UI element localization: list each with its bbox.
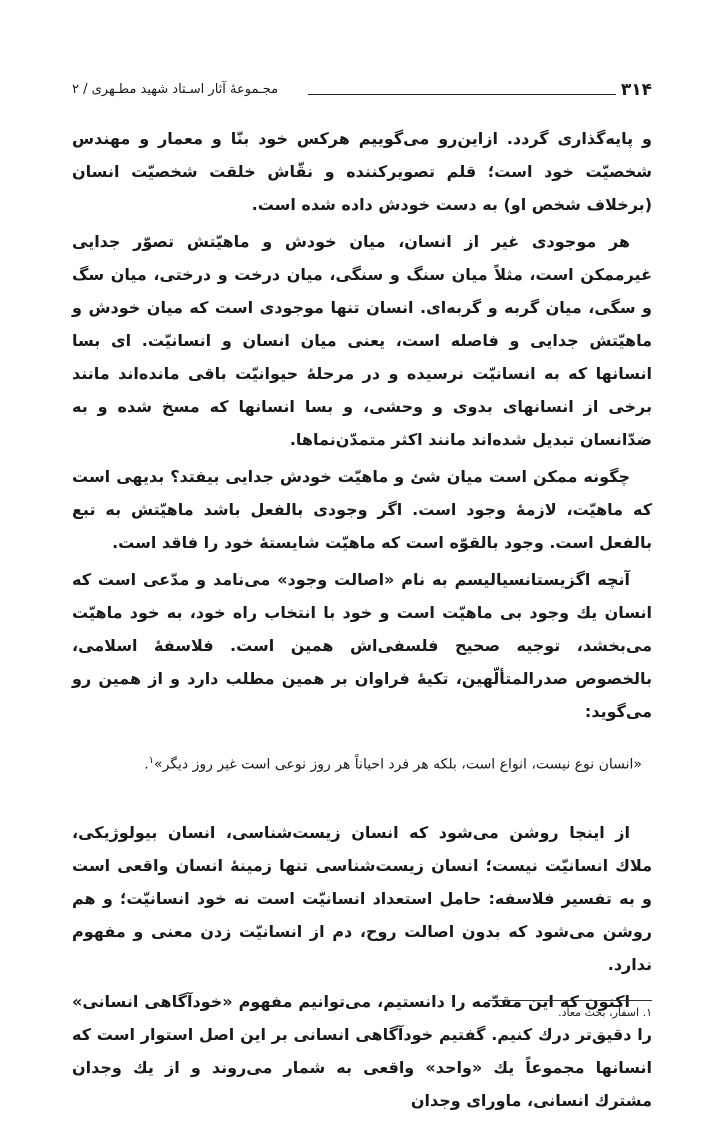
paragraph: آنچه اگزیستانسیالیسم به نام «اصالت وجود» می‌نامد و مدّعی است که انسان یك وجود بی ماهیّت است و خود با انتخاب راه خود، به خود ماهیّت می‌بخشد، توجیه صحیح فلسفی‌اش همین است. فلاسفهٔ اسلامی، بالخصوص صدرالمتألّهین، تکیهٔ فراوان بر همین مطلب دارد و از همین رو می‌گوید: [72, 570, 652, 721]
paragraph: اکنون که این مقدّمه را دانستیم، می‌توانیم مفهوم «خودآگاهی انسانی» را دقیق‌تر درك کنیم. گفتیم خودآگاهی انسانی بر این اصل استوار است که انسانها مجموعاً یك «واحد» واقعی به شمار می‌روند و از یك وجدان مشترك انسانی، ماورای وجدان [72, 991, 652, 1110]
page-number: ۳۱۴ [620, 80, 652, 100]
quote-end: . [144, 756, 149, 773]
header-rule [308, 94, 616, 95]
footnote-rule [488, 1000, 652, 1001]
main-text [72, 122, 652, 1121]
running-title: مجـموعهٔ آثار اسـتاد شهید مطـهری / ۲ [72, 82, 279, 97]
page-header [72, 80, 652, 104]
paragraph: هر موجودی غیر از انسان، میان خودش و ماهیّتش تصوّر جدایی غیرممکن است، مثلاً میان سنگ و سنگی، میان درخت و درختی، میان سگ و سگی، میان گربه و گربه‌ای. انسان تنها موجودی است که میان خودش و ماهیّتش جدایی و فاصله است، یعنی میان انسان و انسانیّت. ای بسا انسانها که به انسانیّت نرسیده و در مرحلهٔ حیوانیّت باقی مانده‌اند مانند برخی از انسانهای بدوی و وحشی، و بسا انسانها که مسخ شده و به ضدّانسان تبدیل شده‌اند مانند اکثر متمدّن‌نماها. [72, 232, 652, 449]
paragraph: چگونه ممکن است میان شئ و ماهیّت خودش جدایی بیفتد؟ بدیهی است که ماهیّت، لازمهٔ وجود است. اگر وجودی بالفعل باشد ماهیّتش به تبع بالفعل است. وجود بالقوّه است که ماهیّت شایستهٔ خود را فاقد است. [72, 467, 652, 552]
footnote-marker: ۱ [148, 755, 155, 766]
paragraph: از اینجا روشن می‌شود که انسان زیست‌شناسی، انسان بیولوژیکی، ملاك انسانیّت نیست؛ انسان زیست‌شناسی تنها زمینهٔ انسان واقعی است و به تفسیر فلاسفه: حامل استعداد انسانیّت است نه خود انسانیّت؛ و هم روشن می‌شود که بدون اصالت روح، دم از انسانیّت زدن معنی و مفهوم ندارد. [72, 822, 652, 974]
paragraph: و پایه‌گذاری گردد. ازاین‌رو می‌گوییم هرکس خود بنّا و معمار و مهندس شخصیّت خود است؛ قلم تصویرکننده و نقّاش خلقت شخصیّت انسان (برخلاف شخص او) به دست خودش داده شده است. [72, 129, 652, 214]
block-quote [72, 746, 652, 780]
footnote: ۱. اسفار، بحث معاد. [558, 1006, 652, 1019]
quote-text: «انسان نوع نیست، انواع است، بلکه هر فرد احیاناً هر روز نوعی است غیر روز دیگر» [154, 756, 642, 773]
